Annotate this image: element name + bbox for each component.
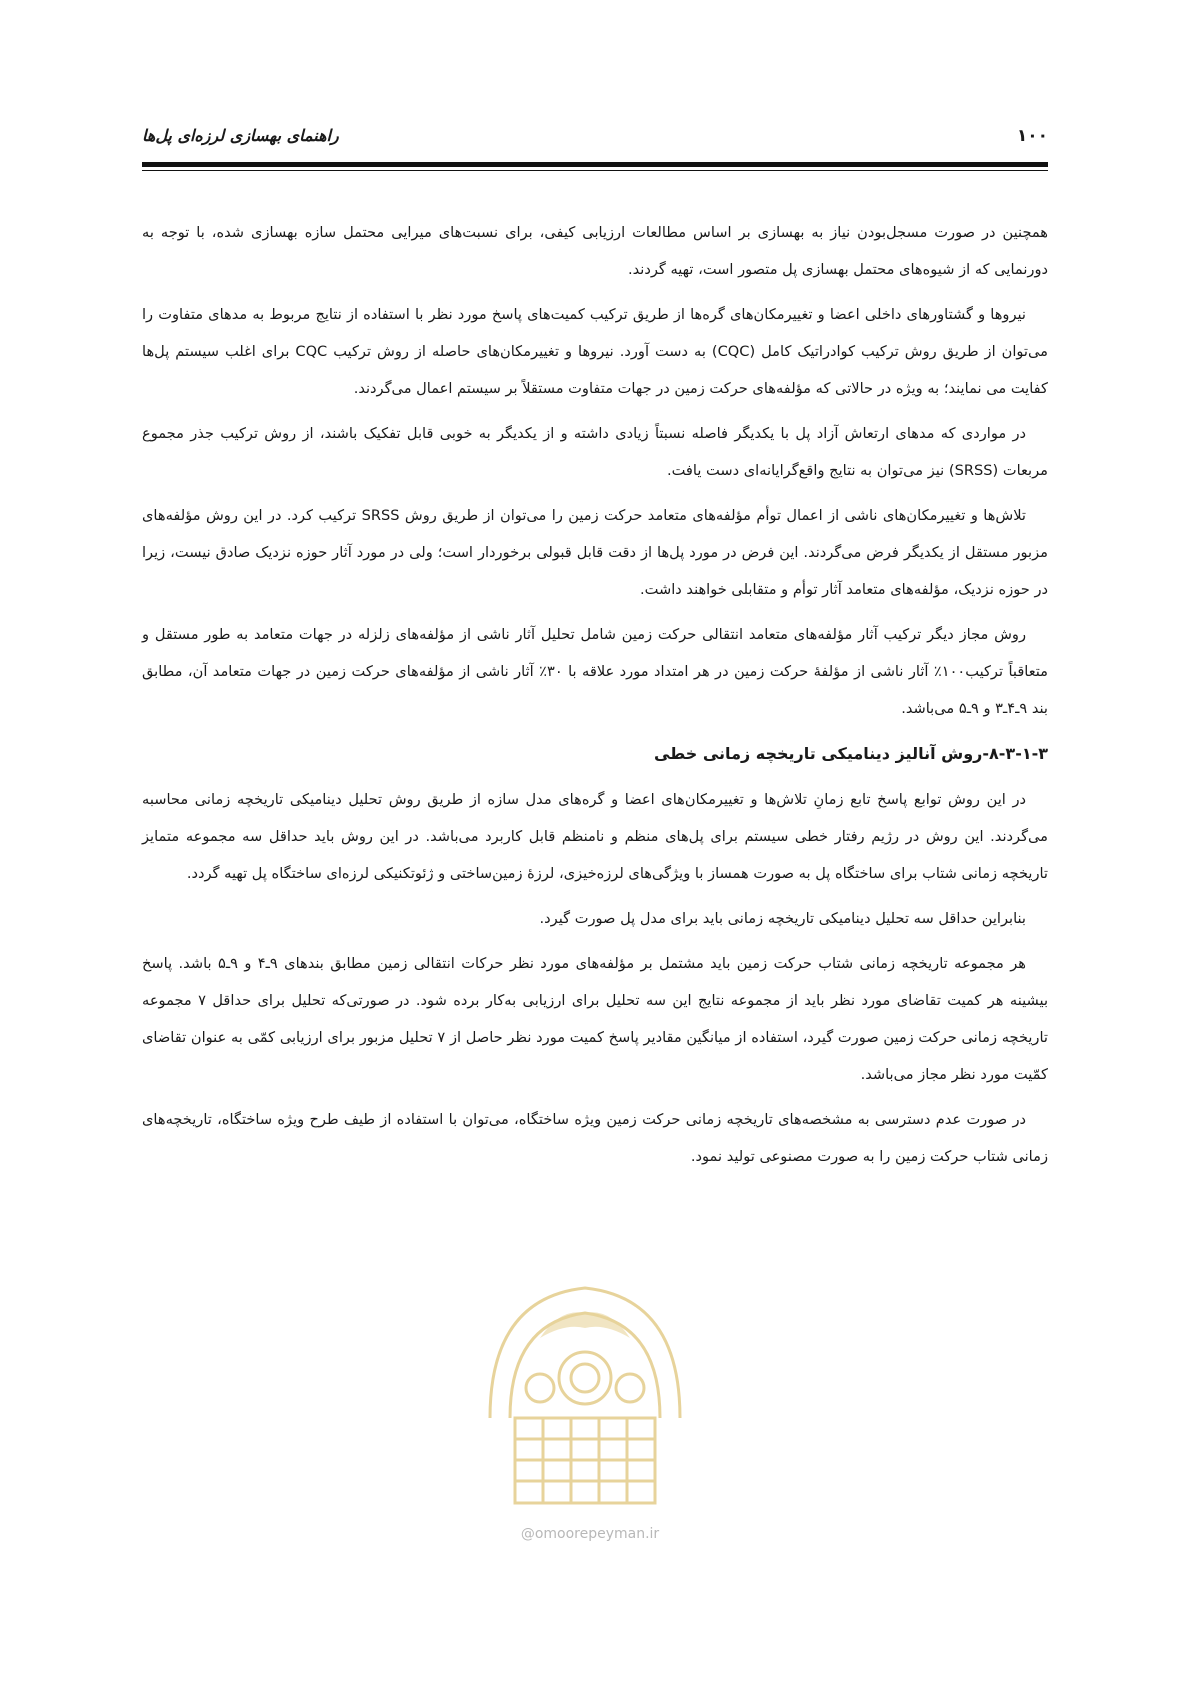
paragraph: بنابراین حداقل سه تحلیل دینامیکی تاریخچه زمانی باید برای مدل پل صورت گیرد.	[539, 910, 1026, 927]
omoorepeyman-seal-icon	[470, 1268, 700, 1518]
running-title: راهنمای بهسازی لرزه‌ای پل‌ها	[142, 126, 339, 145]
body-text	[142, 214, 1048, 1183]
paragraph: همچنین در صورت مسجل‌بودن نیاز به بهسازی بر اساس مطالعات ارزیابی کیفی، برای نسبت‌های میرایی محتمل سازه بهسازی شده، با توجه به دورنمایی که از شیوه‌های محتمل بهسازی پل متصور است، تهیه گردند.	[142, 224, 1048, 278]
header-rule	[142, 162, 1048, 167]
paragraph: تلاش‌ها و تغییرمکان‌های ناشی از اعمال توأم مؤلفه‌های متعامد حرکت زمین را می‌توان از طریق روش SRSS ترکیب کرد. در این روش مؤلفه‌های مزبور مستقل از یکدیگر فرض می‌گردند. این فرض در مورد پل‌ها از دقت قابل قبولی برخوردار است؛ ولی در مورد آثار حوزه نزدیک صادق نیست، زیرا در حوزه نزدیک، مؤلفه‌های متعامد آثار توأم و متقابلی خواهند داشت.	[142, 507, 1048, 598]
paragraph: روش مجاز دیگر ترکیب آثار مؤلفه‌های متعامد انتقالی حرکت زمین شامل تحلیل آثار ناشی از مؤلفه‌های زلزله در جهات متعامد به طور مستقل و متعاقباً ترکیب۱۰۰٪ آثار ناشی از مؤلفهٔ حرکت زمین در هر امتداد مورد علاقه با ۳۰٪ آثار ناشی از مؤلفه‌های حرکت زمین در جهات متعامد آن، مطابق بند ۹ـ۴ـ۳ و ۹ـ۵ می‌باشد.	[142, 626, 1048, 717]
page-number: ۱۰۰	[1016, 126, 1048, 146]
paragraph: در صورت عدم دسترسی به مشخصه‌های تاریخچه زمانی حرکت زمین ویژه ساختگاه، می‌توان با استفاده از طیف طرح ویژه ساختگاه، تاریخچه‌های زمانی شتاب حرکت زمین را به صورت مصنوعی تولید نمود.	[142, 1111, 1048, 1165]
watermark-url: @omoorepeyman.ir	[520, 1526, 660, 1542]
section-heading: ۸-۳-۱-۳-روش آنالیز دینامیکی تاریخچه زمانی خطی	[653, 744, 1048, 763]
paragraph: در مواردی که مدهای ارتعاش آزاد پل با یکدیگر فاصله نسبتاً زیادی داشته و از یکدیگر به خوبی قابل تفکیک باشند، از روش ترکیب جذر مجموع مربعات (SRSS) نیز می‌توان به نتایج واقع‌گرایانه‌ای دست یافت.	[142, 425, 1048, 479]
paragraph: هر مجموعه تاریخچه زمانی شتاب حرکت زمین باید مشتمل بر مؤلفه‌های مورد نظر حرکات انتقالی زمین مطابق بندهای ۹ـ۴ و ۹ـ۵ باشد. پاسخ بیشینه هر کمیت تقاضای مورد نظر باید از مجموعه نتایج این سه تحلیل برای ارزیابی به‌کار برده شود. در صورتی‌که تحلیل برای حداقل ۷ مجموعه تاریخچه زمانی حرکت زمین صورت گیرد، استفاده از میانگین مقادیر پاسخ کمیت مورد نظر حاصل از ۷ تحلیل مزبور برای ارزیابی کمّی به عنوان تقاضای کمّیت مورد نظر مجاز می‌باشد.	[142, 955, 1049, 1083]
page-header	[142, 126, 1048, 154]
paragraph: در این روش توابع پاسخ تابع زمانِ تلاش‌ها و تغییرمکان‌های اعضا و گره‌های مدل سازه از طریق روش تحلیل دینامیکی تاریخچه زمانی محاسبه می‌گردند. این روش در رژیم رفتار خطی سیستم برای پل‌های منظم و نامنظم قابل کاربرد می‌باشد. در این روش باید حداقل سه مجموعه متمایز تاریخچه زمانی شتاب برای ساختگاه پل به صورت همساز با ویژگی‌های لرزه‌خیزی، لرزهٔ زمین‌ساختی و ژئوتکنیکی لرزه‌ای ساختگاه پل تهیه گردد.	[142, 791, 1048, 882]
paragraph: نیروها و گشتاورهای داخلی اعضا و تغییرمکان‌های گره‌ها از طریق ترکیب کمیت‌های پاسخ مورد نظر با استفاده از نتایج مربوط به مدهای متفاوت را می‌توان از طریق روش ترکیب کوادراتیک کامل (CQC) به دست آورد. نیروها و تغییرمکان‌های حاصله از روش ترکیب CQC برای اغلب سیستم پل‌ها کفایت می نمایند؛ به ویژه در حالاتی که مؤلفه‌های حرکت زمین در جهات متفاوت مستقلاً بر سیستم اعمال می‌گردند.	[142, 306, 1048, 397]
header-rule-thin	[142, 170, 1048, 171]
